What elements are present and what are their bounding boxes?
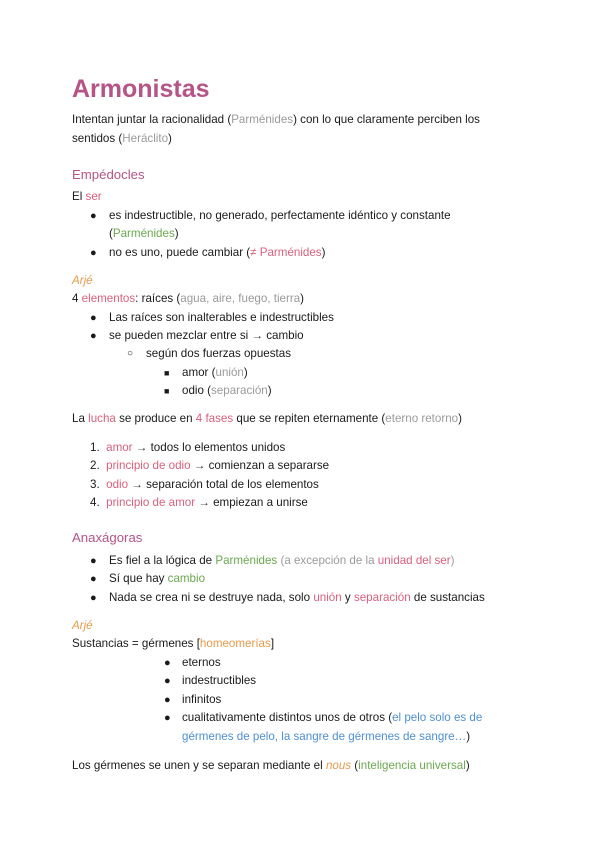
ser-term: ser <box>85 190 102 203</box>
nous-line: Los gérmenes se unen y se separan mediante el nous (inteligencia universal) <box>72 759 470 772</box>
bullet-item-cont: gérmenes de pelo, la sangre de gérmenes de sangre…) <box>182 730 471 743</box>
section-heading-empedocles: Empédocles <box>72 167 145 182</box>
bullet-icon: ● <box>164 694 171 706</box>
bullet-icon: ● <box>90 573 97 585</box>
bullet-icon: ● <box>90 312 97 324</box>
heraclito-ref: Heráclito <box>122 132 169 145</box>
page-title: Armonistas <box>72 75 210 103</box>
el-ser-line: El ser <box>72 190 102 203</box>
parmenides-ref: Parménides <box>231 113 294 126</box>
numbered-item: 3. odio → separación total de los elementos <box>90 478 319 491</box>
circle-bullet-icon: ○ <box>127 348 134 359</box>
bullet-item-cont: (Parménides) <box>109 227 179 240</box>
numbered-item: 4. principio de amor → empiezan a unirse <box>90 496 308 509</box>
bullet-item: Nada se crea ni se destruye nada, solo unión y separación de sustancias <box>109 591 485 604</box>
numbered-item: 1. amor → todos lo elementos unidos <box>90 441 286 454</box>
square-bullet-icon: ■ <box>164 368 170 378</box>
numbered-item: 2. principio de odio → comienzan a separarse <box>90 459 330 472</box>
bullet-item: cualitativamente distintos unos de otros (el pelo solo es de <box>182 711 483 724</box>
lucha-line: La lucha se produce en 4 fases que se repiten eternamente (eterno retorno) <box>72 412 462 425</box>
bullet-item: no es uno, puede cambiar (≠ Parménides) <box>109 246 326 259</box>
bullet-icon: ● <box>90 330 97 342</box>
bullet-item-level3: amor (unión) <box>182 366 248 379</box>
bullet-item: infinitos <box>182 693 222 706</box>
arje-heading: Arjé <box>72 274 93 287</box>
bullet-item: Es fiel a la lógica de Parménides (a excepción de la unidad del ser) <box>109 554 455 567</box>
intro-line-2: sentidos (Heráclito) <box>72 132 172 145</box>
section-heading-anaxagoras: Anaxágoras <box>72 530 143 545</box>
bullet-icon: ● <box>164 675 171 687</box>
sustancias-line: Sustancias = gérmenes [homeomerías] <box>72 637 275 650</box>
elementos-line: 4 elementos: raíces (agua, aire, fuego, tierra) <box>72 292 305 305</box>
bullet-item: es indestructible, no generado, perfectamente idéntico y constante <box>109 209 451 222</box>
bullet-item: Las raíces son inalterables e indestructibles <box>109 311 334 324</box>
square-bullet-icon: ■ <box>164 386 170 396</box>
bullet-icon: ● <box>90 247 97 259</box>
bullet-icon: ● <box>90 592 97 604</box>
bullet-icon: ● <box>90 210 97 222</box>
bullet-item: se pueden mezclar entre si → cambio <box>109 329 304 342</box>
bullet-item: indestructibles <box>182 674 257 687</box>
bullet-icon: ● <box>164 657 171 669</box>
bullet-item-level3: odio (separación) <box>182 384 272 397</box>
arje-heading: Arjé <box>72 619 93 632</box>
bullet-icon: ● <box>164 712 171 724</box>
bullet-item-level2: según dos fuerzas opuestas <box>146 347 292 360</box>
intro-line-1: Intentan juntar la racionalidad (Parménides) con lo que claramente perciben los <box>72 113 480 126</box>
bullet-item: eternos <box>182 656 221 669</box>
bullet-item: Sí que hay cambio <box>109 572 206 585</box>
bullet-icon: ● <box>90 555 97 567</box>
